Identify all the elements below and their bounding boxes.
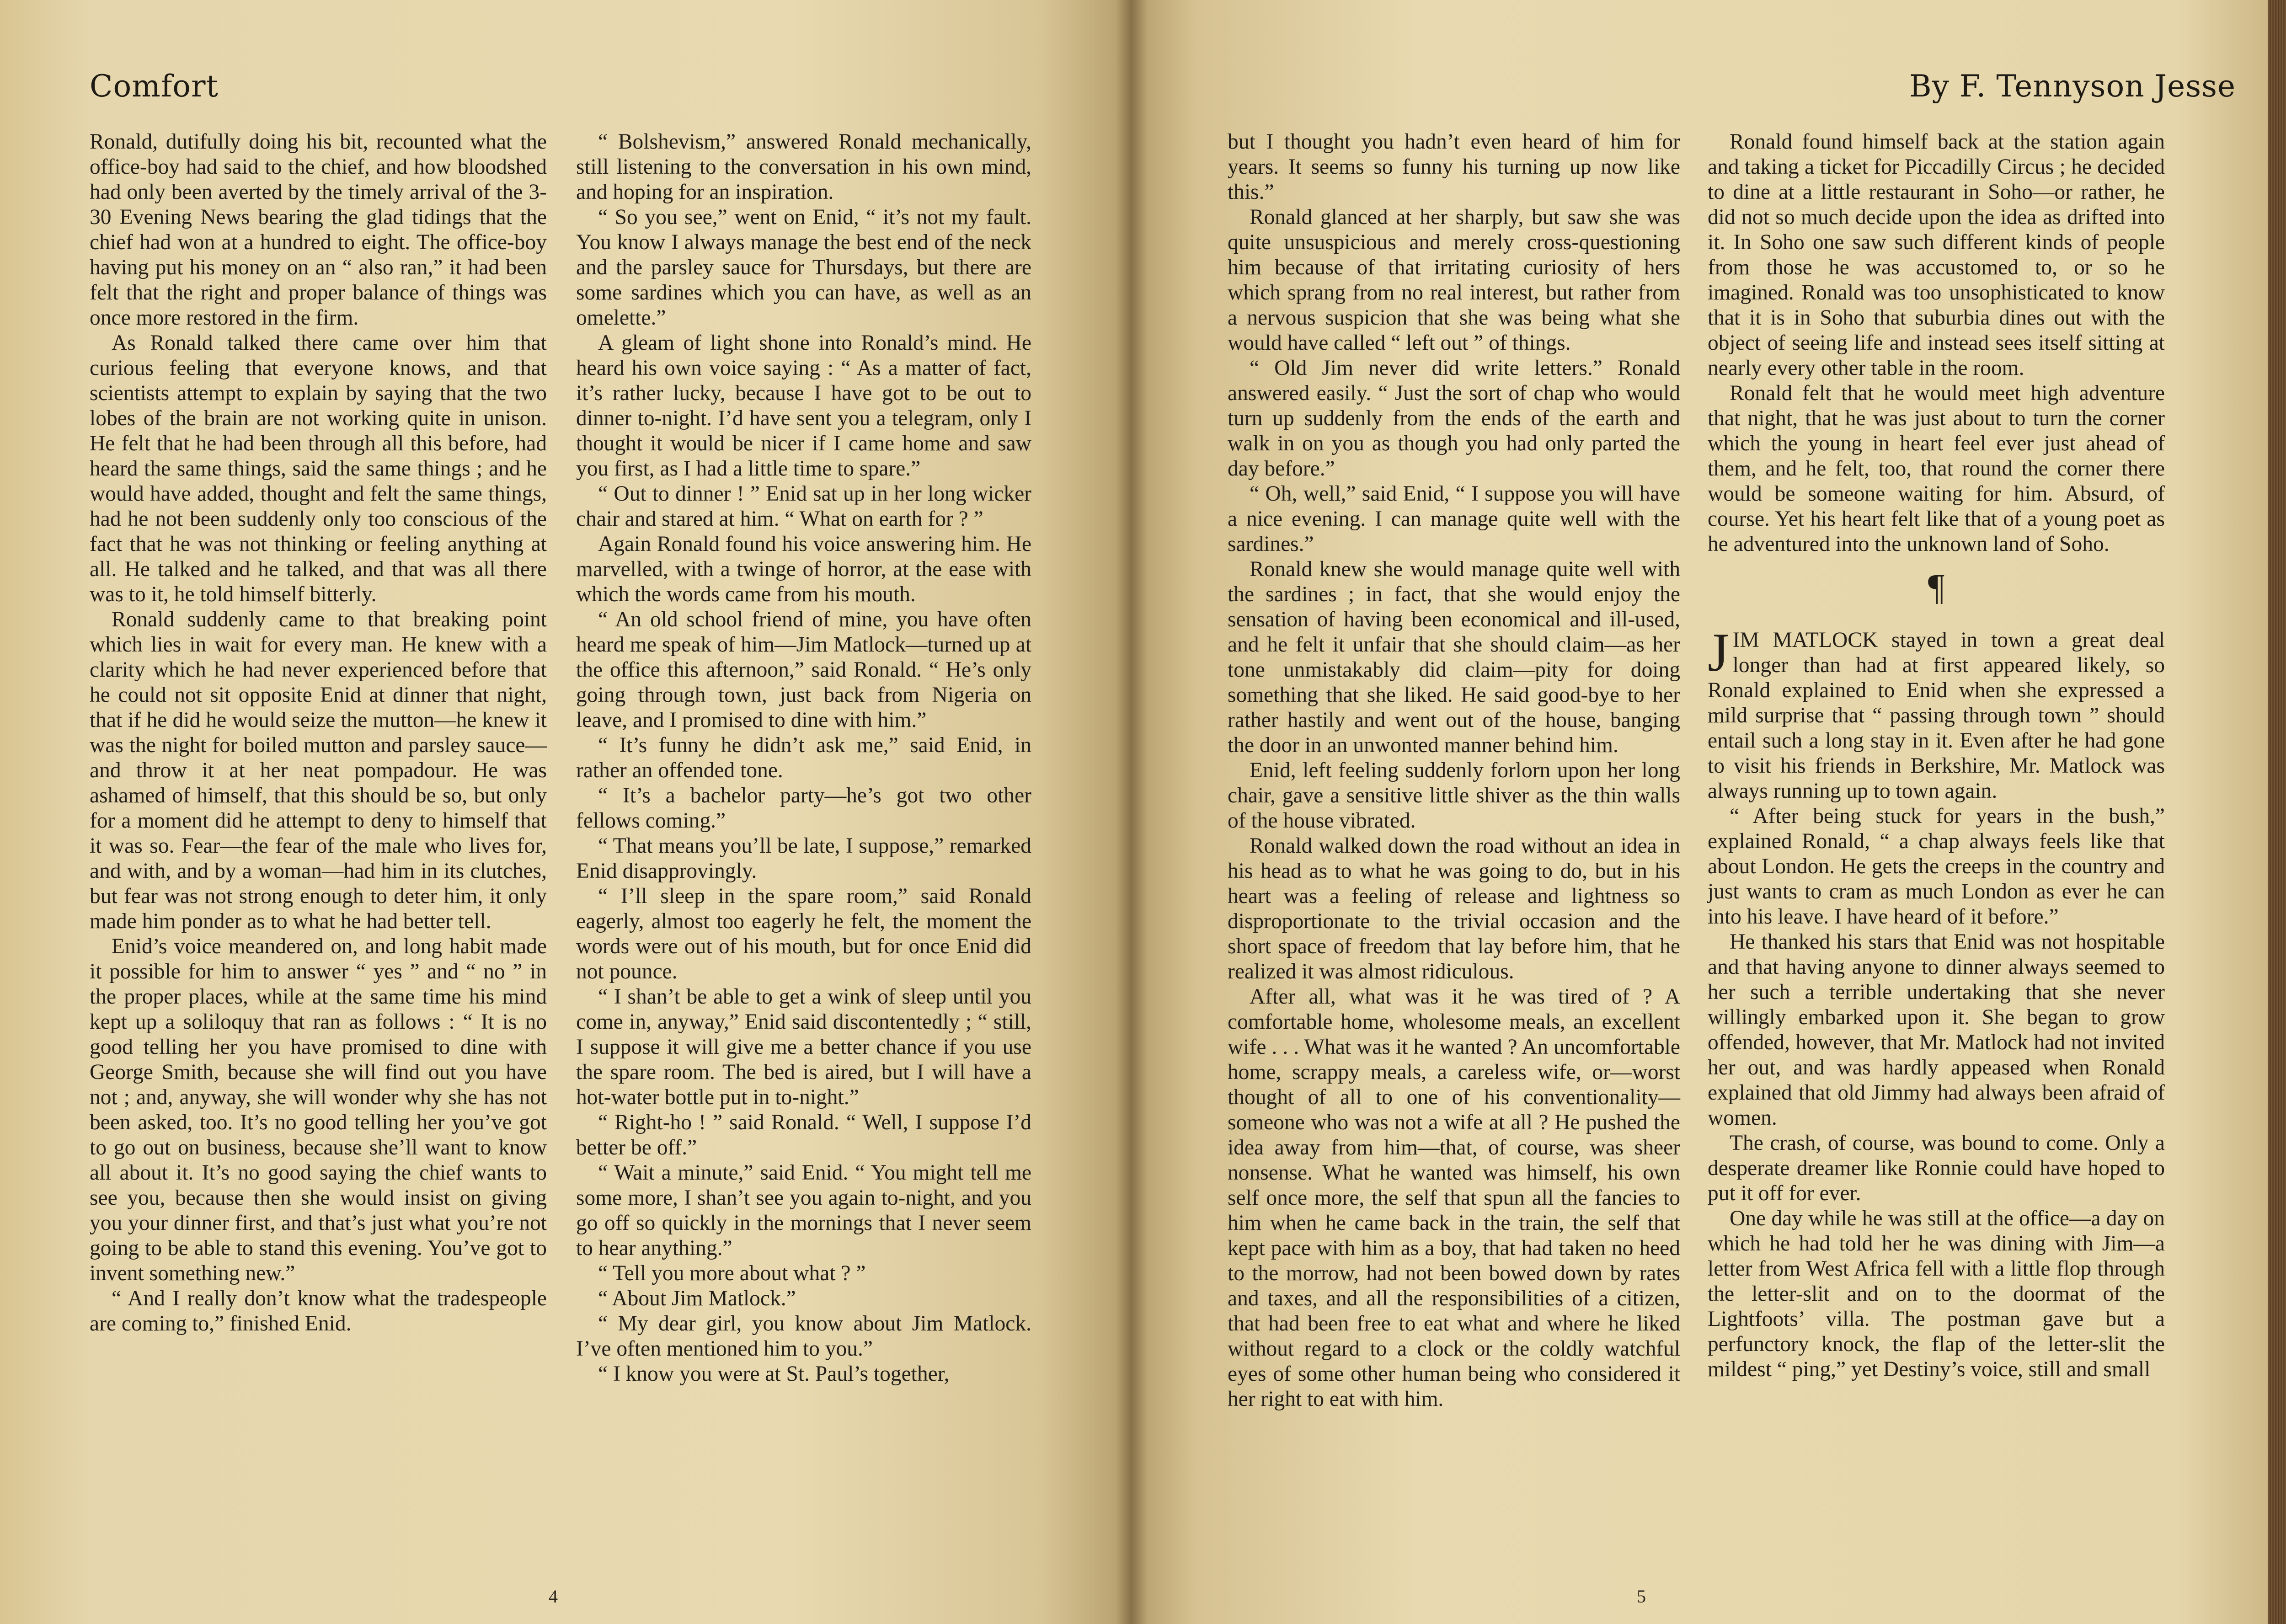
book-gutter bbox=[1116, 0, 1148, 1624]
paragraph-text: IM MATLOCK stayed in town a great deal longer than had at first appeared likely, so Ronald explained to Enid when she expressed a mild surprise that “ passing through town ” should entail such a long stay in it. Even after he had gone to visit his friends in Berkshire, Mr. Matlock was always running up to town again. bbox=[1708, 628, 2165, 803]
paragraph: “ It’s a bachelor party—he’s got two other fellows coming.” bbox=[576, 784, 1031, 833]
section-ornament: ¶ bbox=[1928, 567, 1945, 608]
paragraph: Enid’s voice meandered on, and long habit made it possible for him to answer “ yes ” and “ no ” in the proper places, while at the same time his mind kept up a soliloquy that ran as follows : “ It is no good telling her you have promised to dine with George Smith, because she will find out you have not ; and, anyway, she will wonder why she has not been asked, too. It’s no good telling her you’ve got to go out on business, because she’ll want to know all about it. It’s no good saying the chief wants to see you, because then she would insist on giving you your dinner first, and that’s just what you’re not going to be able to stand this evening. You’ve got to invent something new.” bbox=[90, 935, 547, 1285]
paragraph: “ Bolshevism,” answered Ronald mechanically, still listening to the conversation in his own mind, and hoping for an inspiration. bbox=[576, 130, 1031, 204]
paragraph: After all, what was it he was tired of ? A comfortable home, wholesome meals, an excellent wife . . . What was it he wanted ? An uncomfortable home, scrappy meals, a careless wife, or—worst thought of all to one of his conventionality—someone who was not a wife at all ? He pushed the idea away from him—that, of course, was sheer nonsense. What he wanted was himself, his own self once more, the self that spun all the fancies to him when he came back in the train, the self that kept pace with him as a boy, that had taken no heed to the morrow, had not been bowed down by rates and taxes, and all the responsibilities of a citizen, that had been free to eat what and where he liked without regard to a clock or the coldly watchful eyes of some other human being who considered it her right to eat with him. bbox=[1228, 985, 1680, 1411]
paragraph: Enid, left feeling suddenly forlorn upon her long chair, gave a sensitive little shiver as the thin walls of the house vibrated. bbox=[1228, 759, 1680, 833]
drop-cap: J bbox=[1708, 622, 1729, 683]
paragraph: “ Tell you more about what ? ” bbox=[598, 1261, 866, 1285]
column-2 bbox=[576, 129, 1031, 1387]
paragraph: “ Wait a minute,” said Enid. “ You might tell me some more, I shan’t see you again to-night, and you go off so quickly in the mornings that I never seem to hear anything.” bbox=[576, 1161, 1031, 1260]
paragraph: Ronald found himself back at the station again and taking a ticket for Piccadilly Circus ; he decided to dine at a little restaurant in Soho—or rather, he did not so much decide upon the idea as drifted into it. In Soho one saw such different kinds of people from those he was accustomed to, or so he imagined. Ronald was too unsophisticated to know that it is in Soho that suburbia dines out with the object of seeing life and instead sees itself sitting at nearly every other table in the room. bbox=[1708, 130, 2165, 380]
paragraph: “ So you see,” went on Enid, “ it’s not my fault. You know I always manage the best end of the neck and the parsley sauce for Thursdays, but there are some sardines which you can have, as well as an omelette.” bbox=[576, 205, 1031, 330]
paragraph: Ronald suddenly came to that breaking point which lies in wait for every man. He knew with a clarity which he had never experienced before that he could not sit opposite Enid at dinner that night, that if he did he would seize the mutton—he knew it was the night for boiled mutton and parsley sauce—and throw it at her neat pompadour. He was ashamed of himself, that this should be so, but only for a moment did he attempt to deny to himself that it was so. Fear—the fear of the male who lives for, and with, and by a woman—had him in its clutches, but fear was not strong enough to deter him, it only made him ponder as to what he had better tell. bbox=[90, 608, 547, 933]
paragraph: “ About Jim Matlock.” bbox=[598, 1287, 796, 1310]
paragraph: “ I shan’t be able to get a wink of sleep until you come in, anyway,” Enid said discontentedly ; “ still, I suppose it will give me a better chance if you use the spare room. The bed is aired, but I will have a hot-water bottle put in to-night.” bbox=[576, 985, 1031, 1109]
running-head-title: Comfort bbox=[90, 69, 219, 104]
paragraph: “ After being stuck for years in the bush,” explained Ronald, “ a chap always feels like that about London. He gets the creeps in the country and just wants to cram as much London as ever he can into his leave. I have heard of it before.” bbox=[1708, 804, 2165, 929]
paragraph: “ My dear girl, you know about Jim Matlock. I’ve often mentioned him to you.” bbox=[576, 1312, 1031, 1361]
column-1 bbox=[90, 129, 547, 1336]
paragraph: One day while he was still at the office—a day on which he had told her he was dining with Jim—a letter from West Africa fell with a little flop through the letter-slit and on to the doormat of the Lightfoots’ villa. The postman gave but a perfunctory knock, the flap of the letter-slit the mildest “ ping,” yet Destiny’s voice, still and small bbox=[1708, 1207, 2165, 1381]
page-number-right: 5 bbox=[1637, 1586, 1646, 1607]
paragraph: “ And I really don’t know what the tradespeople are coming to,” finished Enid. bbox=[90, 1287, 547, 1336]
paragraph: He thanked his stars that Enid was not hospitable and that having anyone to dinner always seemed to her such a terrible undertaking that she never willingly embarked upon it. She began to grow offended, however, that Mr. Matlock had not invited her out, and was hardly appeased when Ronald explained that old Jimmy had always been afraid of women. bbox=[1708, 930, 2165, 1130]
left-page bbox=[0, 0, 1129, 1624]
paragraph: “ I know you were at St. Paul’s together, bbox=[598, 1362, 950, 1386]
paragraph: “ Out to dinner ! ” Enid sat up in her long wicker chair and stared at him. “ What on earth for ? ” bbox=[576, 482, 1031, 531]
column-4 bbox=[1708, 129, 2165, 1382]
paragraph: but I thought you hadn’t even heard of him for years. It seems so funny his turning up now like this.” bbox=[1228, 130, 1680, 204]
paragraph: “ Right-ho ! ” said Ronald. “ Well, I suppose I’d better be off.” bbox=[576, 1111, 1031, 1159]
paragraph: “ I’ll sleep in the spare room,” said Ronald eagerly, almost too eagerly he felt, the moment the words were out of his mouth, but for once Enid did not pounce. bbox=[576, 884, 1031, 983]
page-number-left: 4 bbox=[549, 1586, 558, 1607]
paragraph: A gleam of light shone into Ronald’s mind. He heard his own voice saying : “ As a matter of fact, it’s rather lucky, because I have got to be out to dinner to-night. I’d have sent you a telegram, only I thought it would be nicer if I came home and saw you first, as I had a little time to spare.” bbox=[576, 331, 1031, 481]
paragraph: Ronald knew she would manage quite well with the sardines ; in fact, that she would enjoy the sensation of having been economical and ill-used, and he felt it unfair that she should claim—as her tone unmistakably did claim—pity for doing something that she liked. He said good-bye to her rather hastily and went out of the house, banging the door in an unwonted manner behind him. bbox=[1228, 557, 1680, 757]
paragraph: “ That means you’ll be late, I suppose,” remarked Enid disapprovingly. bbox=[576, 834, 1031, 883]
paragraph: Again Ronald found his voice answering him. He marvelled, with a twinge of horror, at the ease with which the words came from his mouth. bbox=[576, 532, 1031, 606]
paragraph: “ It’s funny he didn’t ask me,” said Enid, in rather an offended tone. bbox=[576, 733, 1031, 782]
section-opening-paragraph bbox=[1708, 622, 2165, 804]
column-3 bbox=[1228, 129, 1680, 1412]
paragraph: Ronald glanced at her sharply, but saw she was quite unsuspicious and merely cross-questioning him because of that irritating curiosity of hers which sprang from no real interest, but rather from a nervous suspicion that she was being what she would have called “ left out ” of things. bbox=[1228, 205, 1680, 355]
paragraph: As Ronald talked there came over him that curious feeling that everyone knows, and that scientists attempt to explain by saying that the two lobes of the brain are not working quite in unison. He felt that he had been through all this before, had heard the same things, said the same things ; and he would have added, thought and felt the same things, had he not been suddenly only too conscious of the fact that he was not thinking or feeling anything at all. He talked and he talked, and that was all there was to it, he told himself bitterly. bbox=[90, 331, 547, 606]
paragraph: The crash, of course, was bound to come. Only a desperate dreamer like Ronnie could have hoped to put it off for ever. bbox=[1708, 1131, 2165, 1205]
paragraph: Ronald walked down the road without an idea in his head as to what he was going to do, but in his heart was a feeling of release and lightness so disproportionate to the trivial occasion and the short space of freedom that lay before him, that he realized it was almost ridiculous. bbox=[1228, 834, 1680, 983]
paragraph: Ronald, dutifully doing his bit, recounted what the office-boy had said to the chief, and how bloodshed had only been averted by the timely arrival of the 3-30 Evening News bearing the glad tidings that the chief had won at a hundred to eight. The office-boy having put his money on an “ also ran,” it had been felt that the right and proper balance of things was once more restored in the firm. bbox=[90, 130, 547, 330]
paragraph: Ronald felt that he would meet high adventure that night, that he was just about to turn the corner which the young in heart feel ever just ahead of them, and he felt, too, that round the corner there would be someone waiting for him. Absurd, of course. Yet his heart felt like that of a young poet as he adventured into the unknown land of Soho. bbox=[1708, 381, 2165, 556]
page-edges bbox=[2268, 0, 2286, 1624]
paragraph: “ An old school friend of mine, you have often heard me speak of him—Jim Matlock—turned up at the office this afternoon,” said Ronald. “ He’s only going through town, just back from Nigeria on leave, and I promised to dine with him.” bbox=[576, 608, 1031, 732]
paragraph: “ Old Jim never did write letters.” Ronald answered easily. “ Just the sort of chap who would turn up suddenly from the ends of the earth and walk in on you as though you had only parted the day before.” bbox=[1228, 356, 1680, 481]
paragraph: “ Oh, well,” said Enid, “ I suppose you will have a nice evening. I can manage quite well with the sardines.” bbox=[1228, 482, 1680, 556]
right-page bbox=[1129, 0, 2268, 1624]
running-head-author: By F. Tennyson Jesse bbox=[1909, 69, 2236, 104]
